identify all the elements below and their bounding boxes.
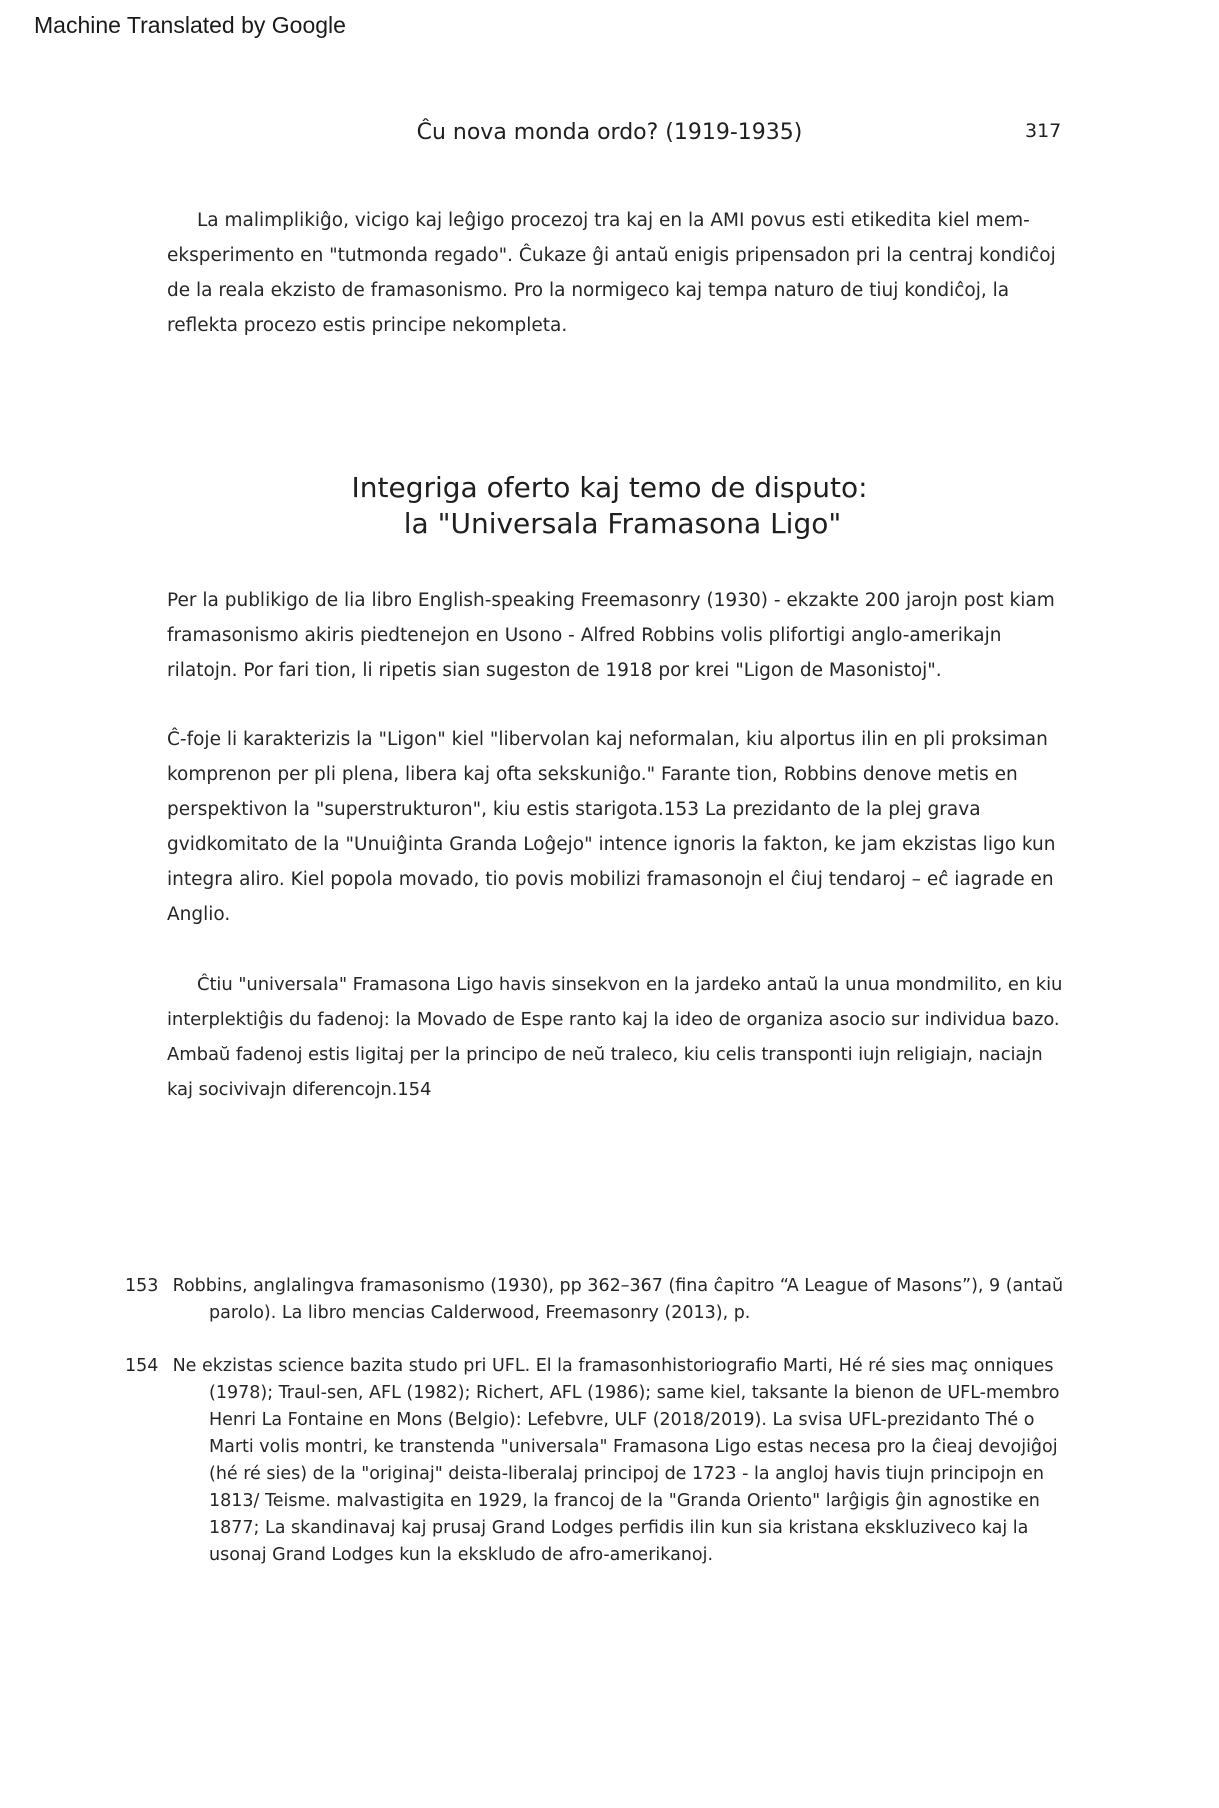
footnote-154: 154 Ne ekzistas science bazita studo pri UFL. El la framasonhistoriografio Marti, Hé ré sies maç onniques (1978); Traul-sen, AFL (1982); Richert, AFL (1986); same kiel, taksante la bienon de UFL-membro Henri La Fontaine en Mons (Belgio): Lefebvre, ULF (2018/2019). La svisa UFL-prezidanto Thé o Marti volis montri, ke transtenda "universala" Framasona Ligo estas necesa pro la ĉieaj devojiĝoj (hé ré sies) de la "originaj" deista-liberalaj principoj de 1723 - la angloj havis tiujn principojn en 1813/ Teisme. malvastigita en 1929, la francoj de la "Granda Oriento" larĝigis ĝin agnostike en 1877; La skandinavaj kaj prusaj Grand Lodges perfidis ilin kun sia kristana ekskluziveco kaj la usonaj Grand Lodges kun la ekskludo de afro-amerikanoj.: [125, 1356, 1060, 1565]
section-heading: [0, 470, 1219, 542]
machine-translation-notice: Machine Translated by Google: [34, 12, 346, 38]
footnote-text: Ne ekzistas science bazita studo pri UFL. El la framasonhistoriografio Marti, Hé ré sies maç onniques (1978); Traul-sen, AFL (1982); Richert, AFL (1986); same kiel, taksante la bienon de UFL-membro Henri La Fontaine en Mons (Belgio): Lefebvre, ULF (2018/2019). La svisa UFL-prezidanto Thé o Marti volis montri, ke transtenda "universala" Framasona Ligo estas necesa pro la ĉieaj devojiĝoj (hé ré sies) de la "originaj" deista-liberalaj principoj de 1723 - la angloj havis tiujn principojn en 1813/ Teisme. malvastigita en 1929, la francoj de la "Granda Oriento" larĝigis ĝin agnostike en 1877; La skandinavaj kaj prusaj Grand Lodges perfidis ilin kun sia kristana ekskluziveco kaj la usonaj Grand Lodges kun la ekskludo de afro-amerikanoj.: [172, 1356, 1060, 1565]
footnote-153: 153 Robbins, anglalingva framasonismo (1930), pp 362–367 (fina ĉapitro “A League of Masons”), 9 (antaŭ parolo). La libro mencias Calderwood, Freemasonry (2013), p.: [125, 1276, 1064, 1323]
section-heading-line-1: Integriga oferto kaj temo de disputo:: [351, 471, 868, 504]
footnote-text: Robbins, anglalingva framasonismo (1930), pp 362–367 (fina ĉapitro “A League of Masons”), 9 (antaŭ parolo). La libro mencias Calderwood, Freemasonry (2013), p.: [172, 1276, 1064, 1323]
body-paragraph-2: Ĉ-foje li karakterizis la "Ligon" kiel "libervolan kaj neformalan, kiu alportus ilin en pli proksiman komprenon per pli plena, libera kaj ofta sekskuniĝo." Farante tion, Robbins denove metis en perspektivon la "superstrukturon", kiu estis starigota.153 La prezidanto de la plej grava gvidkomitato de la "Unuiĝinta Granda Loĝejo" intence ignoris la fakton, ke jam ekzistas ligo kun integra aliro. Kiel popola movado, tio povis mobilizi framasonojn el ĉiuj tendaroj – eĉ iagrade en Anglio.: [167, 729, 1056, 925]
page-number: 317: [1025, 120, 1062, 142]
body-paragraph-3: Ĉtiu "universala" Framasona Ligo havis sinsekvon en la jardeko antaŭ la unua mondmilito, en kiu interplektiĝis du fadenoj: la Movado de Espe ranto kaj la ideo de organiza asocio sur individua bazo. Ambaŭ fadenoj estis ligitaj per la principo de neŭ traleco, kiu celis transponti iujn religiajn, naciajn kaj socivivajn diferencojn.154: [167, 974, 1063, 1100]
body-paragraph-1: Per la publikigo de lia libro English-speaking Freemasonry (1930) - ekzakte 200 jarojn post kiam framasonismo akiris piedtenejon en Usono - Alfred Robbins volis plifortigi anglo-amerikajn rilatojn. Por fari tion, li ripetis sian sugeston de 1918 por krei "Ligon de Masonistoj".: [167, 590, 1055, 681]
running-title: Ĉu nova monda ordo? (1919-1935): [416, 120, 803, 145]
intro-paragraph: La malimplikiĝo, vicigo kaj leĝigo procezoj tra kaj en la AMI povus esti etikedita kiel mem-eksperimento en "tutmonda regado". Ĉukaze ĝi antaŭ enigis pripensadon pri la centraj kondiĉoj de la reala ekzisto de framasonismo. Pro la normigeco kaj tempa naturo de tiuj kondiĉoj, la reflekta procezo estis principe nekompleta.: [167, 210, 1056, 336]
section-heading-line-2: la "Universala Framasona Ligo": [403, 507, 842, 540]
